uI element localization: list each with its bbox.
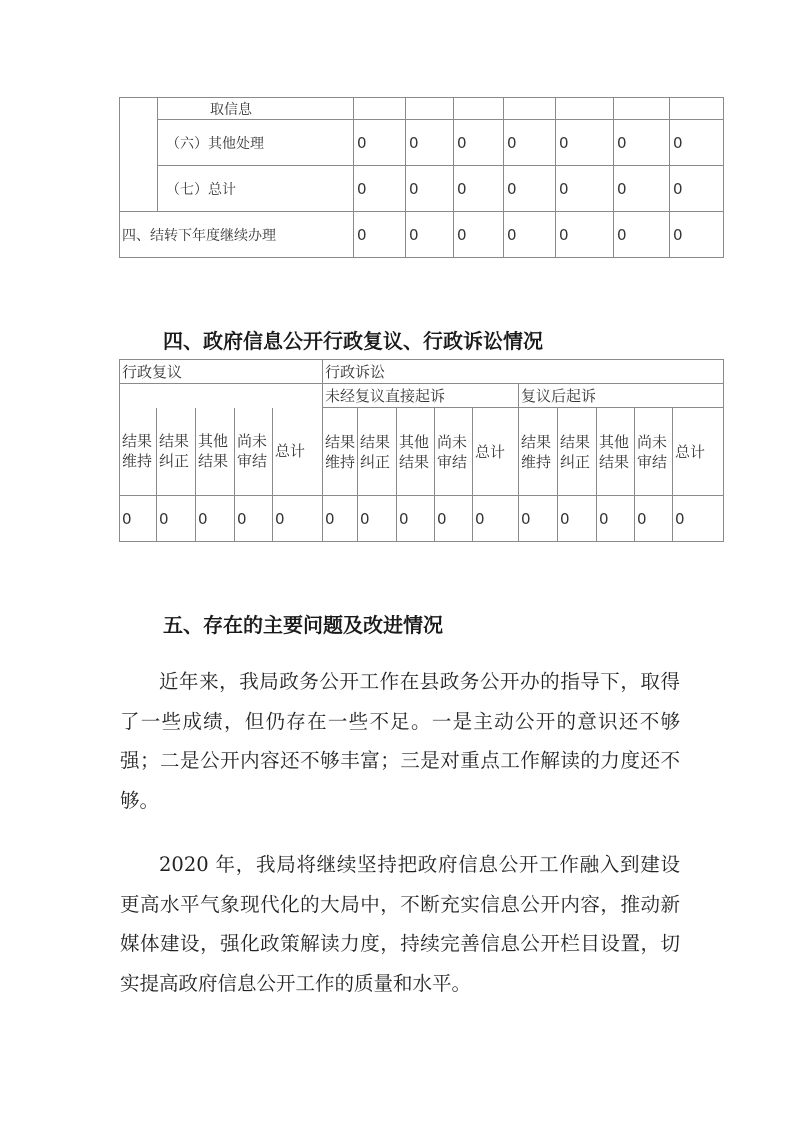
value-cell: 0: [556, 166, 614, 212]
value-cell: 0: [354, 166, 406, 212]
value-cell: 0: [157, 496, 196, 542]
value-cell: 0: [670, 212, 724, 258]
value-cell: [556, 98, 614, 120]
value-cell: 0: [435, 496, 473, 542]
value-cell: 0: [397, 496, 435, 542]
col-header: 其他结果: [597, 408, 635, 496]
value-cell: [354, 98, 406, 120]
value-cell: 0: [454, 212, 504, 258]
table-row: [120, 384, 724, 408]
row-label: （七）总计: [158, 166, 354, 212]
table-row: [120, 212, 724, 258]
value-cell: 0: [614, 166, 670, 212]
col-header: 结果纠正: [358, 408, 397, 496]
col-header: 结果维持: [323, 408, 358, 496]
value-cell: 0: [670, 120, 724, 166]
value-cell: 0: [556, 212, 614, 258]
value-cell: [614, 98, 670, 120]
table-row: [120, 120, 724, 166]
table-row: [120, 496, 724, 542]
value-cell: 0: [235, 496, 273, 542]
col-header: 尚未审结: [635, 408, 673, 496]
after-review-suit-header: 复议后起诉: [519, 384, 724, 408]
value-cell: 0: [196, 496, 235, 542]
value-cell: 0: [635, 496, 673, 542]
value-cell: 0: [454, 120, 504, 166]
col-header: 其他结果: [397, 408, 435, 496]
paragraph-improvements: 2020 年，我局将继续坚持把政府信息公开工作融入到建设更高水平气象现代化的大局中，不断充实信息公开内容，推动新媒体建设，强化政策解读力度，持续完善信息公开栏目设置，切实提高政府信息公开工作的质量和水平。: [120, 853, 680, 995]
review-spacer: [120, 384, 323, 408]
value-cell: 0: [597, 496, 635, 542]
col-header: 其他结果: [196, 408, 235, 496]
value-cell: 0: [323, 496, 358, 542]
value-cell: 0: [406, 212, 454, 258]
value-cell: 0: [519, 496, 558, 542]
table-row: [120, 360, 724, 384]
row-label: （六）其他处理: [158, 120, 354, 166]
value-cell: 0: [504, 120, 556, 166]
value-cell: 0: [406, 166, 454, 212]
review-litigation-table: [119, 359, 724, 542]
row-label: 取信息: [158, 98, 354, 120]
value-cell: [670, 98, 724, 120]
value-cell: [504, 98, 556, 120]
value-cell: 0: [406, 120, 454, 166]
table-row: [120, 98, 724, 120]
value-cell: 0: [556, 120, 614, 166]
value-cell: 0: [558, 496, 597, 542]
row-label: 四、结转下年度继续办理: [120, 212, 354, 258]
value-cell: [454, 98, 504, 120]
paragraph-problems: 近年来，我局政务公开工作在县政务公开办的指导下，取得了一些成绩，但仍存在一些不足。一是主动公开的意识还不够强；二是公开内容还不够丰富；三是对重点工作解读的力度还不够。: [120, 670, 680, 812]
review-header: 行政复议: [120, 360, 323, 384]
direct-suit-header: 未经复议直接起诉: [323, 384, 519, 408]
value-cell: 0: [120, 496, 157, 542]
col-header: 结果维持: [519, 408, 558, 496]
value-cell: 0: [354, 120, 406, 166]
col-header: 结果维持: [120, 408, 157, 496]
disposal-table: [119, 97, 724, 258]
table-row: [120, 408, 724, 496]
value-cell: 0: [670, 166, 724, 212]
value-cell: 0: [454, 166, 504, 212]
col-header: 尚未审结: [235, 408, 273, 496]
value-cell: [406, 98, 454, 120]
table-row: [120, 166, 724, 212]
value-cell: 0: [673, 496, 724, 542]
value-cell: 0: [473, 496, 519, 542]
col-header: 总计: [473, 408, 519, 496]
value-cell: 0: [504, 212, 556, 258]
col-header: 总计: [273, 408, 323, 496]
value-cell: 0: [614, 212, 670, 258]
value-cell: 0: [614, 120, 670, 166]
merged-category-cell: [120, 98, 158, 212]
col-header: 结果纠正: [157, 408, 196, 496]
col-header: 尚未审结: [435, 408, 473, 496]
litigation-header: 行政诉讼: [323, 360, 724, 384]
col-header: 总计: [673, 408, 724, 496]
col-header: 结果纠正: [558, 408, 597, 496]
section-5-heading: 五、存在的主要问题及改进情况: [163, 613, 443, 637]
value-cell: 0: [504, 166, 556, 212]
value-cell: 0: [358, 496, 397, 542]
value-cell: 0: [273, 496, 323, 542]
section-4-heading: 四、政府信息公开行政复议、行政诉讼情况: [163, 329, 543, 353]
value-cell: 0: [354, 212, 406, 258]
